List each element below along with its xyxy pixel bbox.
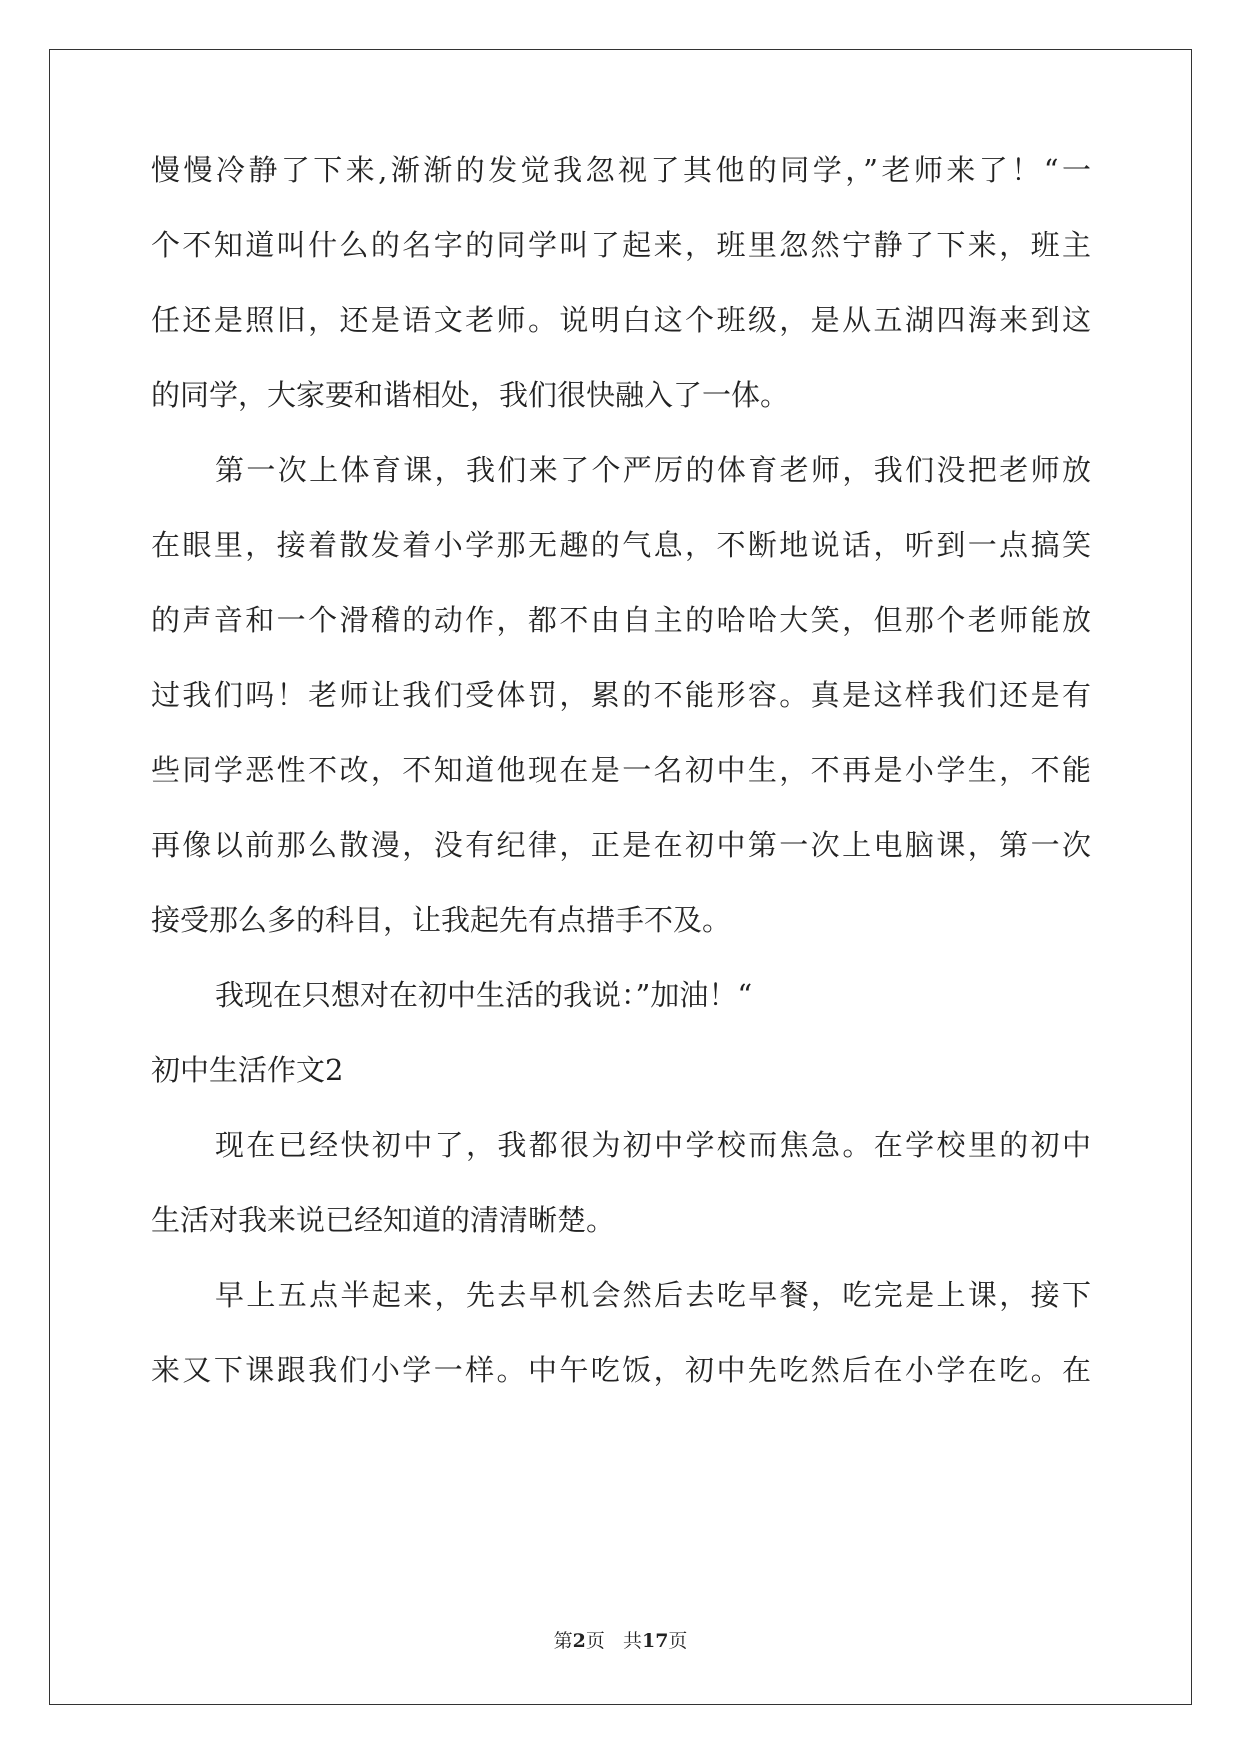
page-footer bbox=[0, 1626, 1241, 1653]
text-line: 任还是照旧，还是语文老师。说明白这个班级，是从五湖四海来到这 bbox=[151, 303, 1091, 337]
text-line: 过我们吗！老师让我们受体罚，累的不能形容。真是这样我们还是有 bbox=[151, 678, 1091, 712]
text-line: 生活对我来说已经知道的清清晰楚。 bbox=[151, 1203, 616, 1237]
text-line: 再像以前那么散漫，没有纪律，正是在初中第一次上电脑课，第一次 bbox=[151, 828, 1091, 862]
text-line: 的同学，大家要和谐相处，我们很快融入了一体。 bbox=[151, 378, 790, 412]
text-line: 个不知道叫什么的名字的同学叫了起来，班里忽然宁静了下来，班主 bbox=[151, 228, 1091, 262]
text-line: 来又下课跟我们小学一样。中午吃饭，初中先吃然后在小学在吃。在 bbox=[151, 1353, 1091, 1387]
total-pages: 17 bbox=[641, 1630, 669, 1652]
page-number: 2 bbox=[572, 1630, 586, 1652]
text-line: 慢慢冷静了下来,渐渐的发觉我忽视了其他的同学，”老师来了！“一 bbox=[151, 153, 1091, 187]
footer-prefix: 第 bbox=[553, 1630, 573, 1652]
footer-page-suffix: 页 bbox=[585, 1630, 605, 1652]
paragraph-first-line: 我现在只想对在初中生活的我说：”加油！“ bbox=[215, 978, 753, 1012]
text-line: 接受那么多的科目，让我起先有点措手不及。 bbox=[151, 903, 732, 937]
text-line: 在眼里，接着散发着小学那无趣的气息，不断地说话，听到一点搞笑 bbox=[151, 528, 1091, 562]
footer-total-suffix: 页 bbox=[668, 1630, 688, 1652]
text-line: 的声音和一个滑稽的动作，都不由自主的哈哈大笑，但那个老师能放 bbox=[151, 603, 1091, 637]
text-line: 些同学恶性不改，不知道他现在是一名初中生，不再是小学生，不能 bbox=[151, 753, 1091, 787]
page-border bbox=[49, 49, 1192, 1705]
section-heading: 初中生活作文2 bbox=[151, 1053, 344, 1087]
paragraph-first-line: 第一次上体育课，我们来了个严厉的体育老师，我们没把老师放 bbox=[215, 453, 1091, 487]
paragraph-first-line: 早上五点半起来，先去早机会然后去吃早餐，吃完是上课，接下 bbox=[215, 1278, 1091, 1312]
paragraph-first-line: 现在已经快初中了，我都很为初中学校而焦急。在学校里的初中 bbox=[215, 1128, 1091, 1162]
footer-total-prefix: 共 bbox=[622, 1630, 642, 1652]
